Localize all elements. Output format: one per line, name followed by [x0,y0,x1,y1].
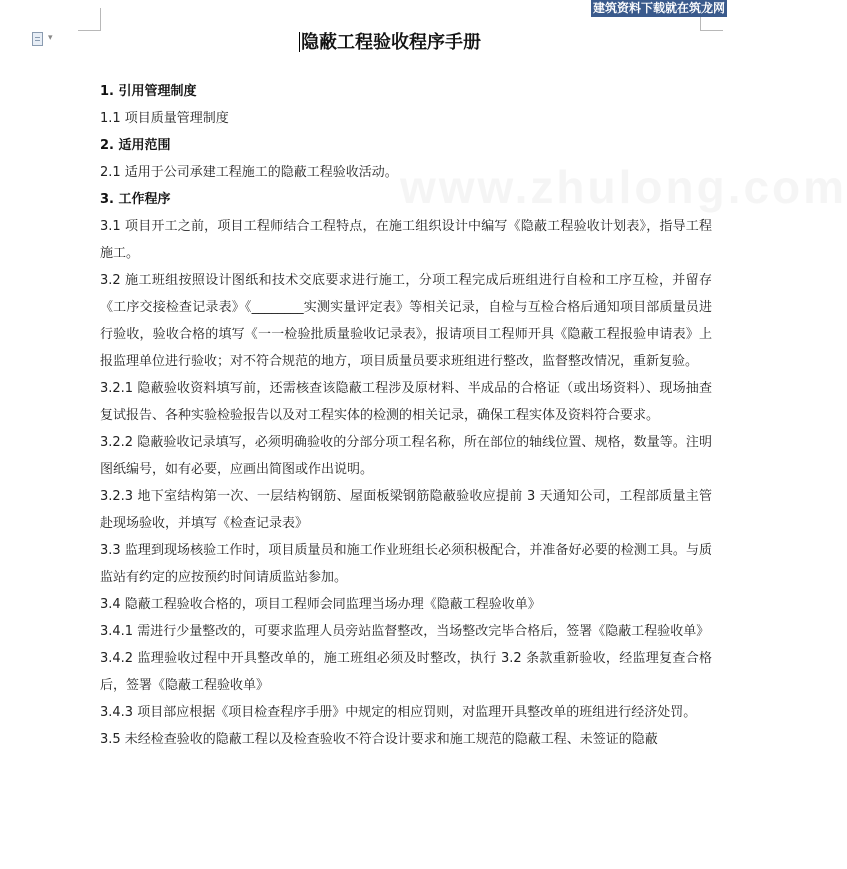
crop-mark-top-left [78,8,101,31]
section-heading: 1. 引用管理制度 [100,84,197,99]
paragraph: 3.4.3 项目部应根据《项目检查程序手册》中规定的相应罚则，对监理开具整改单的班组进行经济处罚。 [100,705,697,720]
paragraph: 3.1 项目开工之前，项目工程师结合工程特点，在施工组织设计中编写《隐蔽工程验收计划表》，指导工程施工。 [100,219,712,261]
watermark-banner: 建筑资料下载就在筑龙网 [592,1,725,15]
paragraph: 3.4.2 监理验收过程中开具整改单的，施工班组必须及时整改，执行 3.2 条款重新验收，经监理复查合格后，签署《隐蔽工程验收单》 [100,651,712,693]
paragraph: 3.5 未经检查验收的隐蔽工程以及检查验收不符合设计要求和施工规范的隐蔽工程、未签证的隐蔽 [100,732,658,747]
document-title[interactable] [0,30,780,56]
paragraph: 3.2 施工班组按照设计图纸和技术交底要求进行施工，分项工程完成后班组进行自检和工序互检，并留存《工序交接检查记录表》《________实测实量评定表》等相关记录，自检与互检合格后通知项目部质量员进行验收，验收合格的填写《一一检验批质量验收记录表》，报请项目工程师开具《隐蔽工程报验申请表》上报监理单位进行验收；对不符合规范的地方，项目质量员要求班组进行整改，监督整改情况，重新复验。 [100,273,712,369]
text-cursor [299,32,300,52]
document-body[interactable] [100,78,712,753]
paragraph: 3.4 隐蔽工程验收合格的，项目工程师会同监理当场办理《隐蔽工程验收单》 [100,597,541,612]
paragraph: 3.2.1 隐蔽验收资料填写前，还需核查该隐蔽工程涉及原材料、半成品的合格证（或出场资料）、现场抽查复试报告、各种实验检验报告以及对工程实体的检测的相关记录，确保工程实体及资料符合要求。 [100,381,712,423]
paragraph: 2.1 适用于公司承建工程施工的隐蔽工程验收活动。 [100,165,398,180]
section-heading: 3. 工作程序 [100,192,171,207]
document-title-text: 隐蔽工程验收程序手册 [301,32,481,53]
paragraph: 1.1 项目质量管理制度 [100,111,229,126]
paragraph: 3.2.2 隐蔽验收记录填写，必须明确验收的分部分项工程名称，所在部位的轴线位置、规格，数量等。注明图纸编号，如有必要，应画出简图或作出说明。 [100,435,712,477]
dropdown-arrow-icon[interactable]: ▾ [48,33,53,43]
paragraph: 3.3 监理到现场核验工作时，项目质量员和施工作业班组长必须积极配合，并准备好必要的检测工具。与质监站有约定的应按预约时间请质监站参加。 [100,543,712,585]
section-heading: 2. 适用范围 [100,138,171,153]
paragraph: 3.4.1 需进行少量整改的，可要求监理人员旁站监督整改，当场整改完毕合格后，签署《隐蔽工程验收单》 [100,624,710,639]
background-watermark: www.zhulong.com [400,161,847,213]
paragraph: 3.2.3 地下室结构第一次、一层结构钢筋、屋面板梁钢筋隐蔽验收应提前 3 天通知公司，工程部质量主管赴现场验收，并填写《检查记录表》 [100,489,712,531]
